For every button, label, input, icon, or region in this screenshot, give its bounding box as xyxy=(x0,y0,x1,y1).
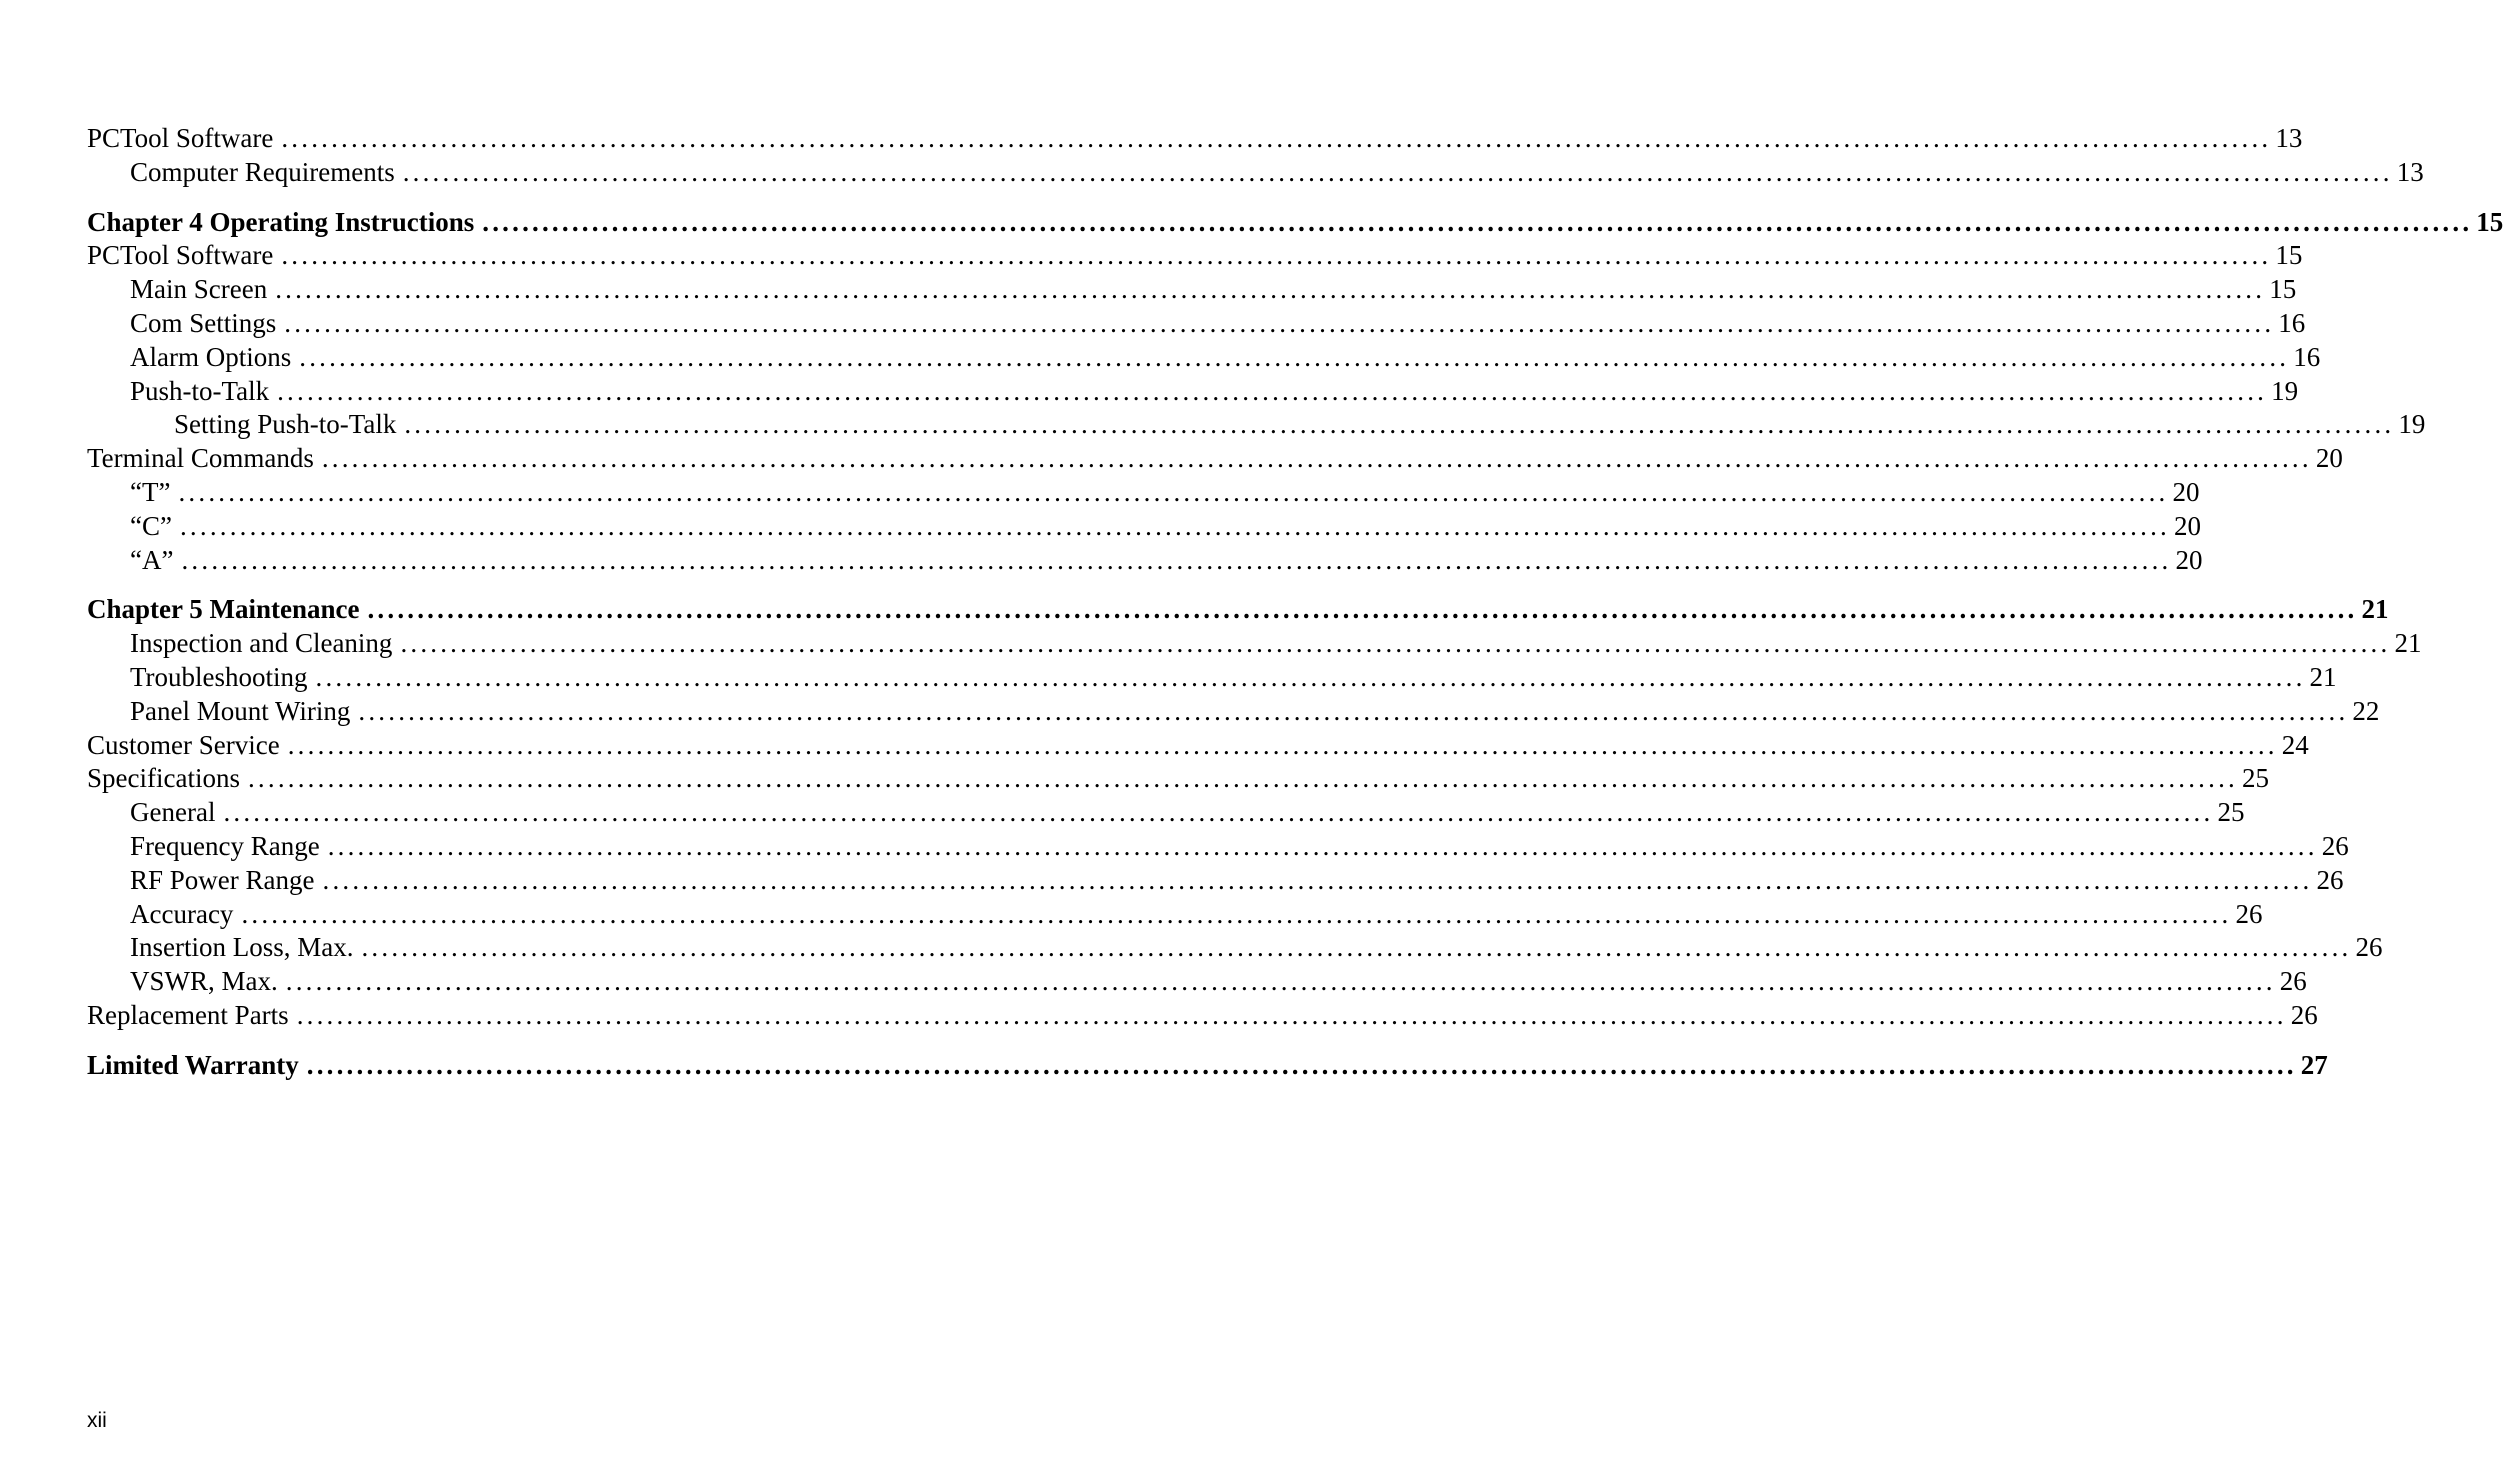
toc-dot-leader: ........................................................................................................................................................................................................ xyxy=(367,594,2358,625)
toc-dot-leader: ........................................................................................................................................................................................................ xyxy=(315,661,2306,692)
toc-dot-leader: ........................................................................................................................................................................................................ xyxy=(287,729,2278,760)
toc-dot-leader: ........................................................................................................................................................................................................ xyxy=(306,1049,2297,1080)
toc-entry-page-number: 26 xyxy=(2316,864,2344,895)
toc-dot-leader: ........................................................................................................................................................................................................ xyxy=(358,695,2349,726)
toc-dot-leader: ........................................................................................................................................................................................................ xyxy=(296,999,2287,1030)
toc-entry-page-number: 26 xyxy=(2235,898,2263,929)
toc-entry-page-number: 21 xyxy=(2361,594,2389,625)
toc-entry-title: Main Screen xyxy=(130,274,268,305)
toc-entry[interactable] xyxy=(87,695,2380,729)
toc-entry[interactable] xyxy=(87,341,2321,375)
toc-entry[interactable] xyxy=(87,796,2245,830)
toc-dot-leader: ........................................................................................................................................................................................................ xyxy=(361,932,2352,963)
toc-dot-leader: ........................................................................................................................................................................................................ xyxy=(181,544,2172,575)
toc-entry-page-number: 27 xyxy=(2300,1049,2328,1080)
toc-entry[interactable] xyxy=(87,510,2201,544)
toc-dot-leader: ........................................................................................................................................................................................................ xyxy=(321,443,2312,474)
toc-entry[interactable] xyxy=(87,830,2349,864)
toc-entry-title: Computer Requirements xyxy=(130,156,395,187)
toc-chapter-heading[interactable] xyxy=(87,593,2389,627)
toc-entry-title: Customer Service xyxy=(87,729,280,760)
toc-entry-page-number: 26 xyxy=(2290,999,2318,1030)
toc-entry-page-number: 16 xyxy=(2278,307,2306,338)
toc-dot-leader: ........................................................................................................................................................................................................ xyxy=(277,375,2268,406)
toc-dot-leader: ........................................................................................................................................................................................................ xyxy=(299,341,2290,372)
toc-entry-page-number: 26 xyxy=(2279,966,2307,997)
toc-entry-page-number: 26 xyxy=(2355,932,2383,963)
toc-entry-title: PCTool Software xyxy=(87,240,274,271)
toc-entry-title: Specifications xyxy=(87,763,240,794)
toc-entry-page-number: 15 xyxy=(2476,206,2503,237)
toc-entry[interactable] xyxy=(87,931,2383,965)
toc-entry-title: Replacement Parts xyxy=(87,999,289,1030)
toc-entry-page-number: 25 xyxy=(2241,763,2269,794)
toc-dot-leader: ........................................................................................................................................................................................................ xyxy=(241,898,2232,929)
toc-entry[interactable] xyxy=(87,239,2303,273)
toc-entry-page-number: 24 xyxy=(2281,729,2309,760)
toc-dot-leader: ........................................................................................................................................................................................................ xyxy=(402,156,2393,187)
toc-dot-leader: ........................................................................................................................................................................................................ xyxy=(281,240,2272,271)
toc-entry-page-number: 15 xyxy=(2269,274,2297,305)
toc-entry[interactable] xyxy=(87,864,2344,898)
toc-entry-title: PCTool Software xyxy=(87,123,274,153)
toc-entry[interactable] xyxy=(87,476,2200,510)
toc-entry-page-number: 19 xyxy=(2271,375,2299,406)
toc-entry-title: Chapter 5 Maintenance xyxy=(87,594,360,625)
toc-entry[interactable] xyxy=(87,122,2303,156)
toc-entry-title: Inspection and Cleaning xyxy=(130,628,393,659)
toc-entry-page-number: 20 xyxy=(2173,510,2201,541)
toc-entry[interactable] xyxy=(87,762,2269,796)
toc-entry-title: Insertion Loss, Max. xyxy=(130,932,354,963)
toc-dot-leader: ........................................................................................................................................................................................................ xyxy=(275,274,2266,305)
toc-entry-title: Com Settings xyxy=(130,307,277,338)
toc-dot-leader: ........................................................................................................................................................................................................ xyxy=(178,476,2169,507)
toc-entry-page-number: 16 xyxy=(2293,341,2321,372)
page-number: xii xyxy=(87,1409,107,1432)
toc-entry-title: Chapter 4 Operating Instructions xyxy=(87,206,475,237)
toc-entry-page-number: 22 xyxy=(2352,695,2380,726)
toc-entry[interactable] xyxy=(87,375,2299,409)
toc-entry-page-number: 21 xyxy=(2394,628,2422,659)
toc-entry-title: Accuracy xyxy=(130,898,234,929)
toc-entry-title: “T” xyxy=(130,476,171,507)
toc-entry-title: Setting Push-to-Talk xyxy=(174,409,397,440)
toc-entry-page-number: 19 xyxy=(2398,409,2426,440)
toc-dot-leader: ........................................................................................................................................................................................................ xyxy=(223,797,2214,828)
toc-entry-page-number: 13 xyxy=(2396,156,2424,187)
toc-entry-page-number: 21 xyxy=(2309,661,2337,692)
toc-entry[interactable] xyxy=(87,729,2309,763)
toc-chapter-heading[interactable] xyxy=(87,1049,2328,1083)
toc-dot-leader: ........................................................................................................................................................................................................ xyxy=(247,763,2238,794)
table-of-contents xyxy=(87,122,2503,1083)
toc-entry-page-number: 20 xyxy=(2315,443,2343,474)
toc-entry[interactable] xyxy=(87,442,2343,476)
toc-entry[interactable] xyxy=(87,627,2422,661)
toc-dot-leader: ........................................................................................................................................................................................................ xyxy=(400,628,2391,659)
toc-entry-title: Terminal Commands xyxy=(87,443,314,474)
toc-entry[interactable] xyxy=(87,999,2318,1033)
toc-entry[interactable] xyxy=(87,307,2306,341)
toc-entry-title: Alarm Options xyxy=(130,341,292,372)
toc-entry-title: VSWR, Max. xyxy=(130,966,278,997)
toc-entry-title: Troubleshooting xyxy=(130,661,308,692)
toc-entry-title: RF Power Range xyxy=(130,864,315,895)
toc-entry[interactable] xyxy=(87,661,2337,695)
toc-dot-leader: ........................................................................................................................................................................................................ xyxy=(322,864,2313,895)
toc-entry-page-number: 20 xyxy=(2175,544,2203,575)
toc-entry-title: Push-to-Talk xyxy=(130,375,270,406)
toc-entry[interactable] xyxy=(87,965,2307,999)
toc-entry-page-number: 25 xyxy=(2217,797,2245,828)
toc-dot-leader: ........................................................................................................................................................................................................ xyxy=(482,206,2473,237)
toc-dot-leader: ........................................................................................................................................................................................................ xyxy=(327,830,2318,861)
toc-dot-leader: ........................................................................................................................................................................................................ xyxy=(404,409,2395,440)
toc-entry-title: Panel Mount Wiring xyxy=(130,695,351,726)
toc-entry[interactable] xyxy=(87,156,2424,190)
toc-dot-leader: ........................................................................................................................................................................................................ xyxy=(285,966,2276,997)
toc-dot-leader: ........................................................................................................................................................................................................ xyxy=(284,307,2275,338)
toc-entry[interactable] xyxy=(87,408,2426,442)
toc-dot-leader: ........................................................................................................................................................................................................ xyxy=(179,510,2170,541)
toc-entry-title: “C” xyxy=(130,510,172,541)
toc-chapter-heading[interactable] xyxy=(87,206,2503,240)
toc-entry-page-number: 13 xyxy=(2275,123,2303,153)
toc-dot-leader: ........................................................................................................................................................................................................ xyxy=(281,123,2272,153)
toc-entry[interactable] xyxy=(87,898,2263,932)
toc-entry-page-number: 26 xyxy=(2321,830,2349,861)
toc-entry[interactable] xyxy=(87,273,2297,307)
toc-entry[interactable] xyxy=(87,544,2203,578)
toc-entry-title: Frequency Range xyxy=(130,830,320,861)
toc-entry-title: “A” xyxy=(130,544,174,575)
toc-entry-page-number: 15 xyxy=(2275,240,2303,271)
toc-entry-title: General xyxy=(130,797,216,828)
toc-entry-title: Limited Warranty xyxy=(87,1049,299,1080)
toc-entry-page-number: 20 xyxy=(2172,476,2200,507)
